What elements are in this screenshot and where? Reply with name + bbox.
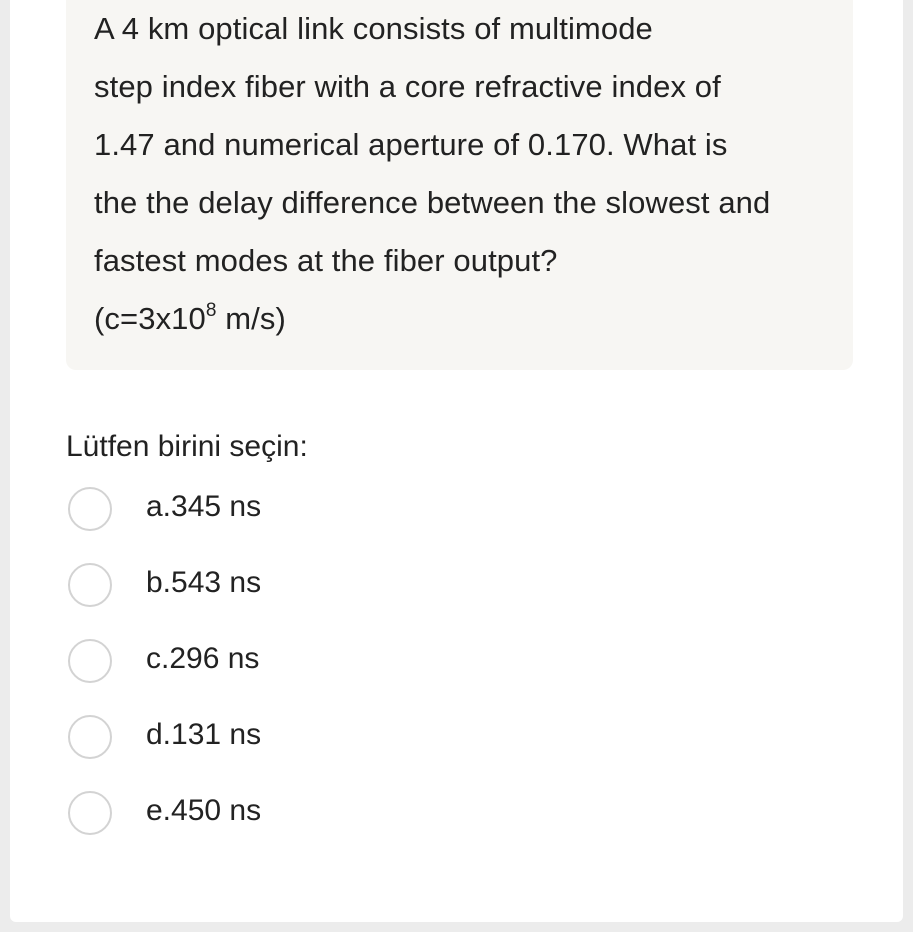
question-line: fastest modes at the fiber output? — [94, 243, 558, 278]
option-a[interactable] — [66, 484, 666, 560]
radio-button-b[interactable] — [68, 563, 112, 607]
question-line: step index fiber with a core refractive index of — [94, 69, 721, 104]
radio-button-a[interactable] — [68, 487, 112, 531]
option-label-a[interactable]: a.345 ns — [146, 490, 262, 523]
question-line: 1.47 and numerical aperture of 0.170. What is — [94, 127, 728, 162]
question-line: the the delay difference between the slowest and — [94, 185, 771, 220]
formula-suffix: m/s) — [216, 301, 286, 336]
option-e[interactable] — [66, 788, 666, 864]
speed-of-light-formula — [94, 290, 844, 348]
radio-button-d[interactable] — [68, 715, 112, 759]
question-box — [66, 0, 853, 370]
formula-prefix: (c=3x10 — [94, 301, 206, 336]
option-b[interactable] — [66, 560, 666, 636]
option-label-d[interactable]: d.131 ns — [146, 718, 262, 751]
answer-options — [66, 484, 666, 864]
formula-exponent: 8 — [205, 300, 217, 321]
radio-button-c[interactable] — [68, 639, 112, 683]
choose-one-prompt: Lütfen birini seçin: — [66, 430, 308, 463]
question-text — [94, 0, 844, 348]
radio-button-e[interactable] — [68, 791, 112, 835]
option-c[interactable] — [66, 636, 666, 712]
option-label-b[interactable]: b.543 ns — [146, 566, 262, 599]
question-line: A 4 km optical link consists of multimode — [94, 11, 653, 46]
option-label-e[interactable]: e.450 ns — [146, 794, 262, 827]
option-d[interactable] — [66, 712, 666, 788]
quiz-card — [10, 0, 903, 922]
option-label-c[interactable]: c.296 ns — [146, 642, 260, 675]
